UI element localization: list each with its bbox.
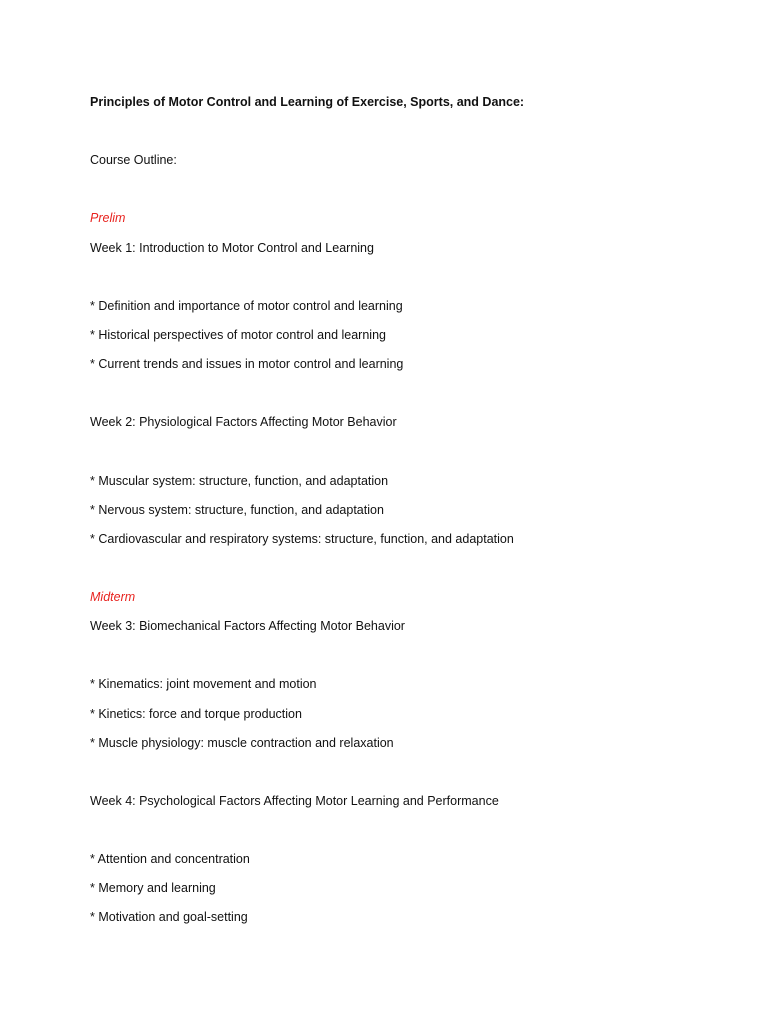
list-item: * Kinematics: joint movement and motion: [90, 677, 317, 691]
course-outline-label: Course Outline:: [90, 153, 177, 167]
list-item: * Definition and importance of motor control and learning: [90, 299, 403, 313]
list-item: * Attention and concentration: [90, 852, 250, 866]
list-item: * Current trends and issues in motor control and learning: [90, 357, 404, 371]
list-item: * Historical perspectives of motor control and learning: [90, 328, 386, 342]
week-heading: Week 2: Physiological Factors Affecting Motor Behavior: [90, 415, 397, 429]
week-heading: Week 4: Psychological Factors Affecting Motor Learning and Performance: [90, 794, 499, 808]
list-item: * Kinetics: force and torque production: [90, 707, 302, 721]
section-label-midterm: Midterm: [90, 590, 136, 604]
week-heading: Week 3: Biomechanical Factors Affecting Motor Behavior: [90, 619, 405, 633]
list-item: * Cardiovascular and respiratory systems: structure, function, and adaptation: [90, 532, 514, 546]
document-title: Principles of Motor Control and Learning of Exercise, Sports, and Dance:: [90, 95, 525, 109]
list-item: * Muscular system: structure, function, and adaptation: [90, 474, 389, 488]
list-item: * Motivation and goal-setting: [90, 910, 248, 924]
list-item: * Muscle physiology: muscle contraction and relaxation: [90, 736, 394, 750]
week-heading: Week 1: Introduction to Motor Control and Learning: [90, 241, 374, 255]
section-label-prelim: Prelim: [90, 211, 126, 225]
list-item: * Memory and learning: [90, 881, 216, 895]
list-item: * Nervous system: structure, function, and adaptation: [90, 503, 384, 517]
